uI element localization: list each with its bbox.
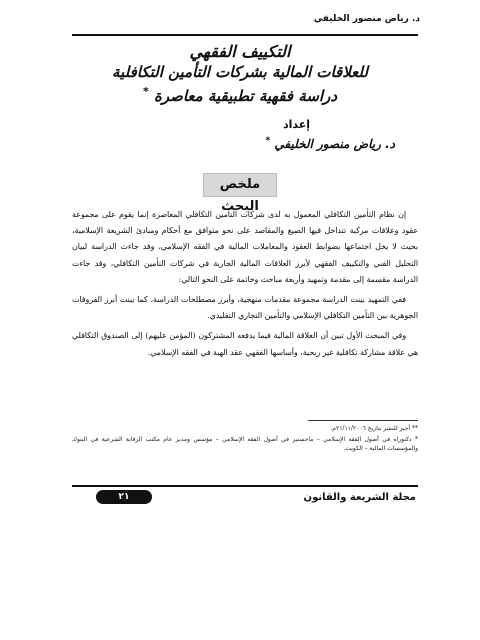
- abstract-paragraph-1: إن نظام التأمين التكافلي المعمول به لدى شركات التأمين التكافلي المعاصرة إنما يقوم على مجموعة عقود وعلاقات مركبة تتداخل فيها الصيغ والمقاصد على نحو متوافق مع أحكام ومبادئ الشريعة الإسلامية، بحيث لا يخل اجتماعها بضوابط العقود والمعاملات المالية في الفقه الإسلامي، وقد جاءت الدراسة لبيان التحليل الفني والتكييف الفقهي لأبرز العلاقات المالية الجارية في شركات التأمين التكافلي، وقد جاءت الدراسة مقسمة إلى مقدمة وتمهيد وأربعة مباحث وخاتمة على النحو التالي:: [72, 210, 418, 284]
- page-number: ٢١: [96, 490, 152, 504]
- footnote-1: [72, 424, 418, 433]
- journal-name: مجلة الشريعة والقانون: [303, 492, 416, 503]
- running-header-author: د. رياض منصور الخليفي: [313, 14, 420, 24]
- footnote-rule: [308, 420, 418, 421]
- title-line-1: التكييف الفقهي: [189, 42, 291, 61]
- title-block: [60, 42, 420, 106]
- footnote-2: [72, 435, 418, 453]
- title-footnote-mark: *: [142, 85, 149, 98]
- title-line-3: [60, 82, 420, 106]
- title-line-3-text: دراسة فقهية تطبيقية معاصرة: [153, 87, 337, 105]
- abstract-paragraph-2: ففي التمهيد بينت الدراسة مجموعة مقدمات منهجية، وأبرز مصطلحات الدراسة، كما بينت أبرز الفروقات الجوهرية بين التأمين التكافلي الإسلامي والتأمين التجاري التقليدي.: [72, 295, 418, 321]
- abstract-heading: ملخص البحث: [203, 173, 277, 197]
- footnotes: [72, 424, 418, 455]
- footer-rule: [72, 485, 418, 487]
- footnote-2-mark: *: [414, 436, 418, 443]
- abstract-body: [72, 207, 418, 365]
- footnote-2-text: دكتوراه في أصول الفقه الإسلامي – ماجستير في أصول الفقه الإسلامي – مؤسس ومدير عام مكتب الرقابة الشرعية في البنوك والمؤسسات المالية – الكويت.: [72, 436, 418, 452]
- prepared-by-label: إعداد: [282, 118, 310, 131]
- author-name-text: د. رياض منصور الخليفي: [274, 137, 395, 151]
- footnote-1-mark: **: [412, 425, 418, 432]
- header-rule: [72, 34, 418, 36]
- footnote-1-text: أجيز للنشر بتاريخ ٢١/١١/٢٠٠٦م.: [330, 425, 411, 432]
- author-footnote-mark: *: [265, 136, 271, 146]
- title-line-2: للعلاقات المالية بشركات التأمين التكافلية: [112, 63, 368, 81]
- abstract-paragraph-3: وفي المبحث الأول تبين أن العلاقة المالية فيما يدفعه المشتركون (المؤمن عليهم) إلى الصندوق التكافلي هي علاقة مشاركة تكافلية غير ربحية، وأساسها الفقهي عقد الهبة في الفقه الإسلامي.: [72, 331, 418, 357]
- author-name: [266, 136, 396, 151]
